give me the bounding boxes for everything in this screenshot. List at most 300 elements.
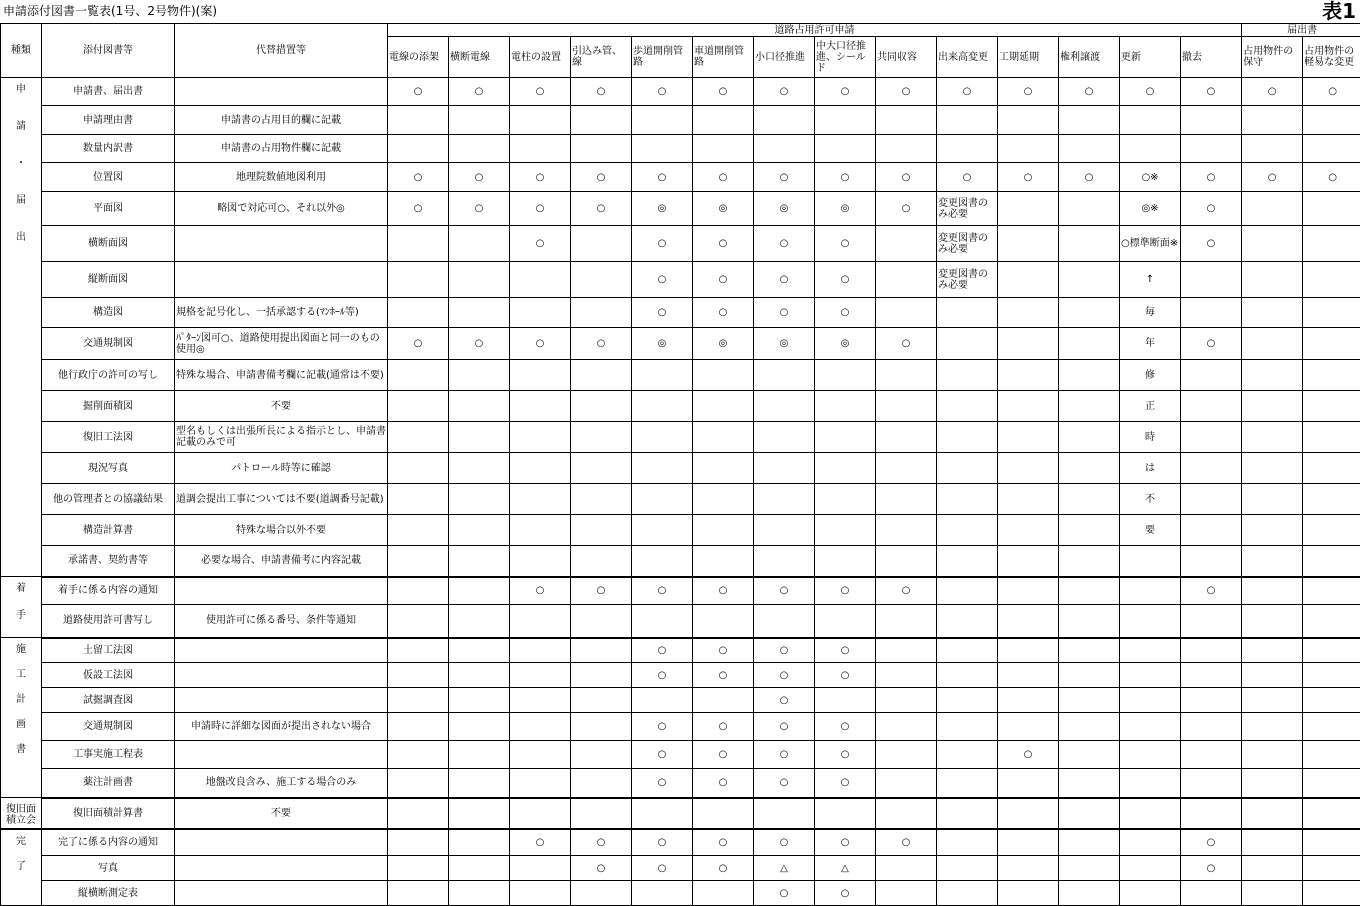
requirement-cell: △ (754, 856, 815, 881)
requirement-cell (1181, 135, 1242, 163)
table-row (1, 422, 1360, 453)
table-number: 表1 (1322, 0, 1356, 23)
requirement-cell: ○ (1303, 78, 1360, 106)
requirement-cell (815, 422, 876, 453)
requirement-cell (937, 328, 998, 360)
requirement-cell (449, 604, 510, 637)
requirement-cell (571, 881, 632, 906)
requirement-cell (754, 515, 815, 546)
requirement-cell (571, 226, 632, 262)
requirement-cell: ○ (510, 163, 571, 192)
requirement-cell (815, 484, 876, 515)
requirement-cell (937, 663, 998, 688)
requirement-cell (998, 663, 1059, 688)
requirement-cell: ○ (571, 577, 632, 605)
requirement-cell (1059, 226, 1120, 262)
requirement-cell (449, 688, 510, 713)
requirement-cell: ○ (876, 163, 937, 192)
requirement-cell (1303, 192, 1360, 226)
requirement-cell (1303, 515, 1360, 546)
requirement-cell (449, 298, 510, 328)
requirement-cell (1242, 422, 1303, 453)
requirement-cell (937, 577, 998, 605)
table-row (1, 106, 1360, 135)
requirement-cell (1242, 881, 1303, 906)
requirement-cell (510, 262, 571, 298)
requirement-cell: ○ (876, 577, 937, 605)
requirement-cell (754, 546, 815, 577)
requirement-cell (1303, 360, 1360, 391)
requirement-cell (937, 298, 998, 328)
requirement-cell (876, 515, 937, 546)
requirement-cell (449, 484, 510, 515)
requirement-cell (876, 638, 937, 663)
document-name: 縦横断測定表 (42, 881, 175, 906)
requirement-cell (571, 422, 632, 453)
renewal-note-char: 年 (1120, 328, 1181, 360)
document-name: 交通規制図 (42, 328, 175, 360)
requirement-cell (815, 453, 876, 484)
requirement-cell (1303, 881, 1360, 906)
column-header: 占用物件の軽易な変更 (1303, 37, 1360, 78)
requirement-cell (998, 391, 1059, 422)
requirement-cell (998, 856, 1059, 881)
document-name: 位置図 (42, 163, 175, 192)
column-header: 出来高変更 (937, 37, 998, 78)
requirement-cell (632, 106, 693, 135)
requirement-cell (388, 262, 449, 298)
requirement-cell (1059, 638, 1120, 663)
requirement-cell (937, 638, 998, 663)
requirement-cell: ◎ (754, 328, 815, 360)
category-char: 出 (2, 232, 40, 243)
requirement-cell (998, 360, 1059, 391)
requirement-cell: ○ (998, 163, 1059, 192)
requirement-cell (937, 881, 998, 906)
requirement-cell (449, 741, 510, 769)
requirement-cell (571, 515, 632, 546)
requirement-cell (937, 515, 998, 546)
requirement-cell: ○ (510, 829, 571, 856)
requirement-cell (998, 515, 1059, 546)
requirement-cell: ○ (1181, 226, 1242, 262)
requirement-cell: ○ (815, 577, 876, 605)
requirement-cell: ○ (815, 298, 876, 328)
requirement-cell: ○ (693, 713, 754, 741)
requirement-cell (1059, 453, 1120, 484)
requirement-cell (876, 769, 937, 798)
column-header: 共同収容 (876, 37, 937, 78)
requirement-cell (388, 798, 449, 829)
requirement-cell (449, 135, 510, 163)
requirement-cell (998, 106, 1059, 135)
requirement-cell (1303, 769, 1360, 798)
requirement-cell (1120, 577, 1181, 605)
requirement-cell (388, 663, 449, 688)
requirement-cell (1059, 769, 1120, 798)
requirement-cell (1303, 829, 1360, 856)
requirement-cell (876, 422, 937, 453)
table-row (1, 798, 1360, 829)
requirement-cell (937, 106, 998, 135)
document-name: 掘削面積図 (42, 391, 175, 422)
requirement-cell (1120, 546, 1181, 577)
requirement-cell: ○ (693, 262, 754, 298)
requirement-cell (998, 881, 1059, 906)
requirement-cell (1120, 106, 1181, 135)
requirement-cell: ○ (632, 663, 693, 688)
requirement-cell: 変更図書のみ必要 (937, 192, 998, 226)
requirement-cell (388, 484, 449, 515)
requirement-cell (876, 106, 937, 135)
requirement-cell: ○ (693, 163, 754, 192)
requirement-cell (510, 688, 571, 713)
requirement-cell: ○ (1242, 163, 1303, 192)
requirement-cell: △ (815, 856, 876, 881)
column-header: 電柱の設置 (510, 37, 571, 78)
table-row (1, 713, 1360, 741)
requirement-cell (1181, 422, 1242, 453)
requirement-cell (876, 135, 937, 163)
requirement-cell: ○標準断面※ (1120, 226, 1181, 262)
requirement-cell (1059, 688, 1120, 713)
requirement-cell (388, 769, 449, 798)
requirement-cell (815, 360, 876, 391)
requirement-cell (1120, 604, 1181, 637)
requirement-cell (937, 604, 998, 637)
requirement-cell (1181, 546, 1242, 577)
document-name: 他行政庁の許可の写し (42, 360, 175, 391)
requirement-cell (510, 881, 571, 906)
requirement-cell (937, 741, 998, 769)
requirement-cell (1181, 741, 1242, 769)
requirement-cell (449, 422, 510, 453)
requirement-cell (754, 391, 815, 422)
alternative-measure: 必要な場合、申請書備考に内容記載 (175, 546, 388, 577)
requirement-cell (876, 663, 937, 688)
requirement-cell: ○ (632, 163, 693, 192)
requirement-cell (632, 360, 693, 391)
requirement-cell (510, 106, 571, 135)
requirement-cell (937, 688, 998, 713)
table-row (1, 688, 1360, 713)
column-header: 電線の添架 (388, 37, 449, 78)
requirement-cell: ○ (1181, 856, 1242, 881)
requirement-cell (998, 226, 1059, 262)
requirement-cell (388, 106, 449, 135)
document-name: 工事実施工程表 (42, 741, 175, 769)
column-header: 引込み管、線 (571, 37, 632, 78)
column-header: 車道開削管路 (693, 37, 754, 78)
requirement-cell (571, 106, 632, 135)
requirement-cell: ◎※ (1120, 192, 1181, 226)
document-name: 構造図 (42, 298, 175, 328)
requirement-cell: ○ (693, 829, 754, 856)
requirement-cell: ○ (876, 78, 937, 106)
requirement-cell: ○ (1181, 78, 1242, 106)
category-char: 完 (2, 836, 40, 847)
requirement-cell (754, 106, 815, 135)
requirement-cell (1059, 106, 1120, 135)
requirement-cell (1303, 453, 1360, 484)
requirement-cell (1181, 604, 1242, 637)
requirement-cell: ○ (815, 638, 876, 663)
requirement-cell: ○ (388, 163, 449, 192)
document-name: 写真 (42, 856, 175, 881)
requirement-cell (1303, 741, 1360, 769)
requirement-cell (1181, 106, 1242, 135)
requirement-cell (571, 688, 632, 713)
requirement-cell: ○ (632, 78, 693, 106)
requirement-cell (876, 391, 937, 422)
alternative-measure: 不要 (175, 798, 388, 829)
requirement-cell: ○ (1059, 78, 1120, 106)
requirement-cell (1242, 663, 1303, 688)
requirement-cell (449, 769, 510, 798)
requirement-cell (510, 298, 571, 328)
category-char: 工 (2, 669, 40, 680)
requirement-cell (388, 577, 449, 605)
document-name: 数量内訳書 (42, 135, 175, 163)
requirement-cell (693, 515, 754, 546)
requirement-cell (1242, 741, 1303, 769)
requirement-cell (1242, 604, 1303, 637)
requirement-cell (1303, 713, 1360, 741)
requirement-cell (693, 106, 754, 135)
column-header: 小口径推進 (754, 37, 815, 78)
requirement-cell (693, 688, 754, 713)
requirement-cell (1303, 106, 1360, 135)
requirement-cell: ○ (632, 638, 693, 663)
requirement-cell (510, 515, 571, 546)
requirement-cell: ○ (693, 856, 754, 881)
requirement-cell (388, 856, 449, 881)
requirement-cell (510, 741, 571, 769)
requirement-cell (1059, 663, 1120, 688)
requirement-cell (388, 226, 449, 262)
requirement-cell: ◎ (693, 328, 754, 360)
requirement-cell: ◎ (632, 328, 693, 360)
requirement-cell (510, 360, 571, 391)
requirement-cell: ○ (693, 298, 754, 328)
alternative-measure (175, 688, 388, 713)
document-name: 着手に係る内容の通知 (42, 577, 175, 605)
requirement-cell: ○ (510, 192, 571, 226)
column-header: 占用物件の保守 (1242, 37, 1303, 78)
table-row (1, 484, 1360, 515)
requirement-cell (388, 135, 449, 163)
requirement-cell (1303, 546, 1360, 577)
alternative-measure: 不要 (175, 391, 388, 422)
requirement-cell (388, 741, 449, 769)
requirement-cell (815, 515, 876, 546)
document-name: 完了に係る内容の通知 (42, 829, 175, 856)
requirement-cell (998, 688, 1059, 713)
requirement-cell (815, 135, 876, 163)
document-name: 横断面図 (42, 226, 175, 262)
requirement-cell (876, 856, 937, 881)
requirement-cell (1059, 262, 1120, 298)
requirement-cell (998, 135, 1059, 163)
requirement-cell: ◎ (693, 192, 754, 226)
requirement-cell: ○ (1181, 163, 1242, 192)
column-header: 工期延期 (998, 37, 1059, 78)
requirement-cell (876, 453, 937, 484)
requirement-cell (876, 262, 937, 298)
requirement-cell (449, 391, 510, 422)
column-header: 中大口径推進、シールド (815, 37, 876, 78)
alternative-measure: 申請書の占用目的欄に記載 (175, 106, 388, 135)
requirement-cell (571, 769, 632, 798)
requirement-cell (449, 638, 510, 663)
requirement-cell (815, 106, 876, 135)
alternative-measure (175, 638, 388, 663)
requirement-cell (1303, 135, 1360, 163)
requirement-cell: ○ (632, 769, 693, 798)
requirement-cell (449, 856, 510, 881)
requirement-cell: ○ (571, 163, 632, 192)
requirement-cell: ○ (754, 713, 815, 741)
requirement-cell (1242, 453, 1303, 484)
requirement-cell: ○ (754, 577, 815, 605)
requirement-cell (998, 328, 1059, 360)
header-kind: 種類 (1, 24, 42, 78)
requirement-cell (693, 604, 754, 637)
document-name: 土留工法図 (42, 638, 175, 663)
table-row (1, 604, 1360, 637)
column-header: 権利譲渡 (1059, 37, 1120, 78)
table-row (1, 298, 1360, 328)
category-restore: 復旧面積立会 (1, 798, 42, 829)
attachment-table (0, 23, 1360, 906)
requirement-cell (1303, 638, 1360, 663)
requirement-cell: ○ (754, 298, 815, 328)
requirement-cell (1181, 713, 1242, 741)
requirement-cell: ○ (449, 163, 510, 192)
requirement-cell: 変更図書のみ必要 (937, 226, 998, 262)
requirement-cell (1303, 484, 1360, 515)
requirement-cell (1242, 577, 1303, 605)
table-row (1, 515, 1360, 546)
requirement-cell (998, 484, 1059, 515)
requirement-cell (571, 391, 632, 422)
document-name: 申請書、届出書 (42, 78, 175, 106)
header-group-notice: 届出書 (1242, 24, 1360, 37)
requirement-cell: ○ (510, 226, 571, 262)
requirement-cell: ○ (754, 829, 815, 856)
requirement-cell (1120, 881, 1181, 906)
requirement-cell (571, 484, 632, 515)
requirement-cell (1059, 192, 1120, 226)
requirement-cell: ○ (1181, 328, 1242, 360)
alternative-measure (175, 741, 388, 769)
requirement-cell (571, 638, 632, 663)
renewal-note-char: 要 (1120, 515, 1181, 546)
requirement-cell (1303, 298, 1360, 328)
requirement-cell (1242, 298, 1303, 328)
table-body (1, 78, 1360, 906)
requirement-cell: ○ (754, 638, 815, 663)
alternative-measure (175, 829, 388, 856)
alternative-measure: 地理院数値地図利用 (175, 163, 388, 192)
alternative-measure: 規格を記号化し、一括承認する(ﾏﾝﾎｰﾙ等) (175, 298, 388, 328)
requirement-cell (632, 798, 693, 829)
requirement-cell (754, 484, 815, 515)
requirement-cell: ○ (632, 713, 693, 741)
requirement-cell: ○ (937, 163, 998, 192)
requirement-cell (449, 881, 510, 906)
document-name: 交通規制図 (42, 713, 175, 741)
requirement-cell: ○ (388, 328, 449, 360)
requirement-cell (1242, 856, 1303, 881)
requirement-cell: ○ (876, 192, 937, 226)
requirement-cell (1242, 262, 1303, 298)
requirement-cell (937, 769, 998, 798)
requirement-cell (693, 484, 754, 515)
requirement-cell: ○ (632, 262, 693, 298)
requirement-cell (571, 713, 632, 741)
table-row (1, 391, 1360, 422)
document-name: 平面図 (42, 192, 175, 226)
requirement-cell (510, 713, 571, 741)
requirement-cell: ○ (815, 713, 876, 741)
category-char: 手 (2, 610, 40, 621)
requirement-cell: ○ (754, 881, 815, 906)
document-name: 他の管理者との協議結果 (42, 484, 175, 515)
requirement-cell: 変更図書のみ必要 (937, 262, 998, 298)
document-name: 縦断面図 (42, 262, 175, 298)
requirement-cell: ○ (937, 78, 998, 106)
requirement-cell (1059, 515, 1120, 546)
requirement-cell (571, 360, 632, 391)
category-char: 施 (2, 644, 40, 655)
requirement-cell: ○ (632, 856, 693, 881)
requirement-cell (1059, 391, 1120, 422)
requirement-cell: ○ (571, 829, 632, 856)
requirement-cell (632, 484, 693, 515)
requirement-cell (1303, 604, 1360, 637)
requirement-cell: ◎ (815, 328, 876, 360)
requirement-cell (1059, 298, 1120, 328)
requirement-cell: ○ (632, 741, 693, 769)
requirement-cell (571, 741, 632, 769)
alternative-measure: 申請書の占用物件欄に記載 (175, 135, 388, 163)
requirement-cell (388, 829, 449, 856)
requirement-cell (1242, 515, 1303, 546)
requirement-cell (1242, 546, 1303, 577)
document-name: 申請理由書 (42, 106, 175, 135)
requirement-cell (1242, 328, 1303, 360)
alternative-measure: ﾊﾟﾀｰﾝ図可○、道路使用提出図面と同一のもの使用◎ (175, 328, 388, 360)
requirement-cell (510, 453, 571, 484)
requirement-cell (876, 798, 937, 829)
document-name: 試掘調査図 (42, 688, 175, 713)
requirement-cell (510, 546, 571, 577)
requirement-cell: ○ (754, 663, 815, 688)
requirement-cell (388, 391, 449, 422)
requirement-cell: ○ (1120, 78, 1181, 106)
requirement-cell: ○ (815, 78, 876, 106)
requirement-cell: ○ (876, 829, 937, 856)
alternative-measure (175, 663, 388, 688)
requirement-cell: ○ (1242, 78, 1303, 106)
requirement-cell (1059, 881, 1120, 906)
header-alternative: 代替措置等 (175, 24, 388, 78)
requirement-cell (1120, 713, 1181, 741)
requirement-cell (937, 856, 998, 881)
requirement-cell: ○ (815, 663, 876, 688)
requirement-cell (998, 798, 1059, 829)
